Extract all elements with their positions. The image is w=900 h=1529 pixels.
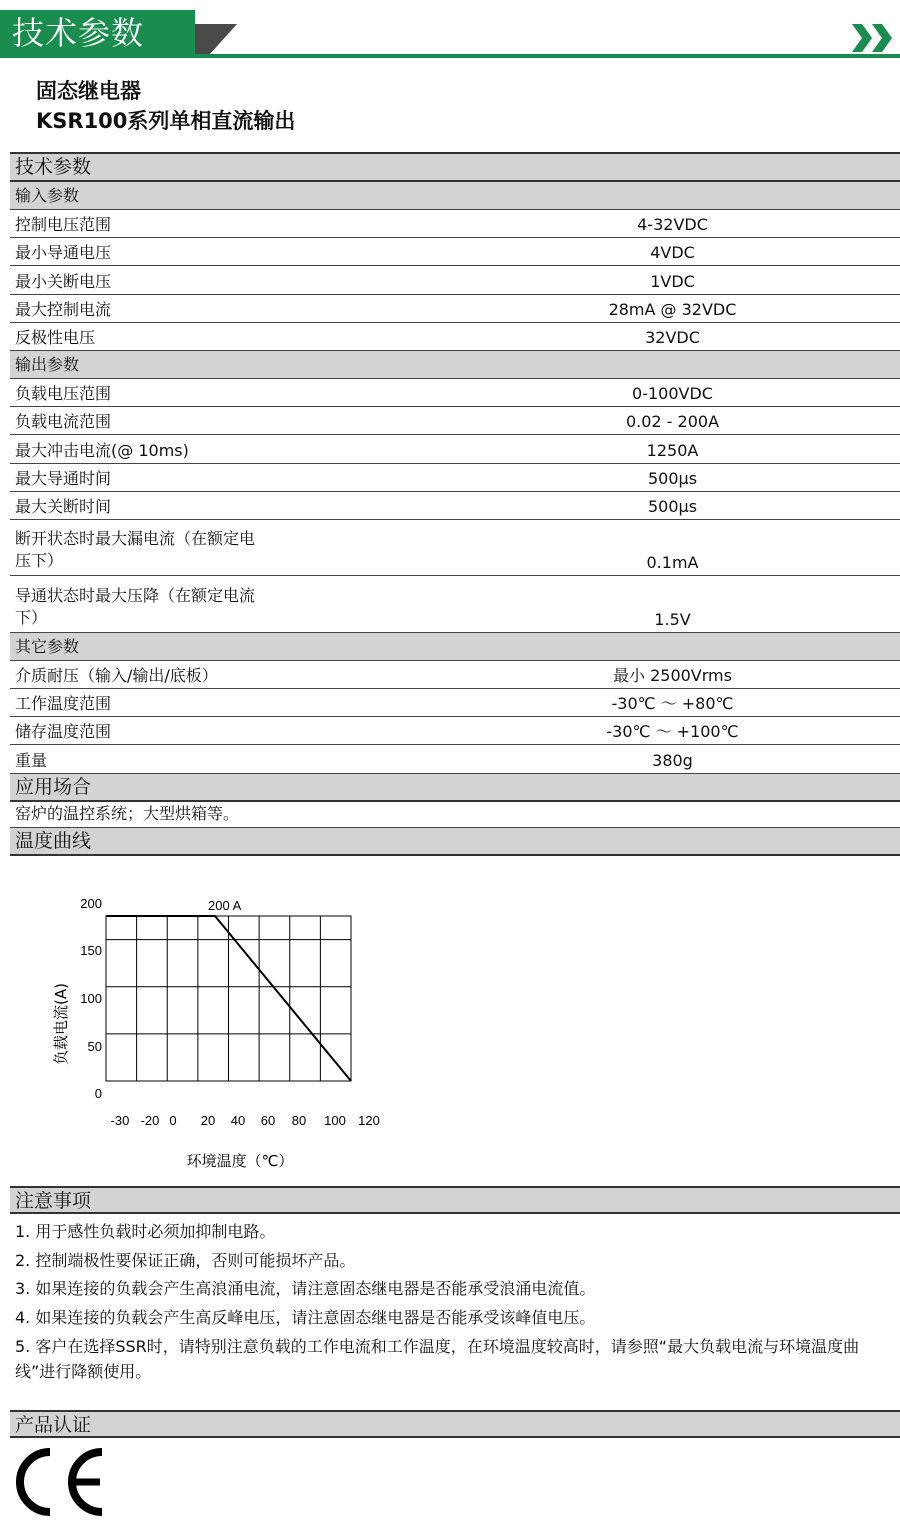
param-value: 500µs [647,468,698,488]
table-row [10,661,900,689]
y-tick-label: 200 [80,896,102,911]
table-row [10,745,900,773]
table-row [10,323,900,351]
group-header-input: 输入参数 [10,182,900,210]
product-series: KSR100系列单相直流输出 [36,109,296,133]
param-label: 控制电压范围 [15,215,112,235]
param-value: 32VDC [645,327,700,347]
list-item: 4. 如果连接的负载会产生高反峰电压，请注意固态继电器是否能承受该峰值电压。 [15,1307,596,1327]
param-label: 工作温度范围 [15,694,112,714]
chart-grid [106,916,351,1081]
param-value: 0-100VDC [632,384,713,404]
list-item: 5. 客户在选择SSR时，请特别注意负载的工作电流和工作温度，在环境温度较高时，请参照“最大负载电流与环境温度曲线”进行降额使用。 [15,1337,860,1381]
x-tick-label: -30 [110,1113,130,1128]
double-chevron-right-icon [850,20,896,56]
param-label: 重量 [15,750,48,770]
x-tick-label: 0 [169,1113,177,1128]
section-header-certification: 产品认证 [10,1410,900,1438]
table-row [10,407,900,435]
x-tick-label: 20 [200,1113,216,1128]
y-tick-label: 0 [94,1086,102,1101]
list-item: 1. 用于感性负载时必须加抑制电路。 [15,1222,276,1241]
certification-section [10,1410,900,1438]
y-tick-label: 50 [87,1039,102,1054]
table-row [10,576,900,633]
table-row [10,464,900,492]
param-label: 最小导通电压 [15,243,112,263]
table-row [10,238,900,266]
table-row [10,210,900,238]
param-label: 反极性电压 [15,327,96,347]
param-label: 导通状态时最大压降（在额定电流下） [15,585,256,627]
y-axis-label: 负载电流(A) [52,983,70,1065]
param-value: 500µs [647,496,698,516]
section-header-notes: 注意事项 [10,1186,900,1214]
table-row [10,379,900,407]
spec-table [10,152,900,856]
param-label: 最大冲击电流(@ 10ms) [15,440,189,460]
param-value: 0.02 - 200A [625,412,720,432]
param-value: -30℃ ～ +80℃ [611,694,734,714]
x-tick-label: 40 [230,1113,246,1128]
param-value: 1.5V [654,609,691,629]
param-value: 4-32VDC [637,215,708,235]
param-value: 1250A [646,440,699,460]
table-row [10,717,900,745]
param-value: 4VDC [650,243,695,263]
table-row [10,295,900,323]
table-row [10,520,900,577]
param-value: 380g [652,750,693,770]
param-label: 最大控制电流 [15,299,112,319]
param-value: 最小 2500Vrms [613,666,732,686]
table-row [10,435,900,463]
notes-section [10,1186,900,1384]
group-header-output: 输出参数 [10,351,900,379]
table-row [10,689,900,717]
param-value: -30℃ ～ +100℃ [606,722,739,742]
x-tick-label: -20 [140,1113,160,1128]
param-label: 最小关断电压 [15,271,112,291]
group-header-other: 其它参数 [10,633,900,661]
section-header-spec: 技术参数 [10,154,900,182]
param-value: 0.1mA [646,553,699,573]
notes-list [10,1214,900,1384]
param-label: 断开状态时最大漏电流（在额定电压下） [15,529,256,571]
x-tick-label: 80 [291,1113,307,1128]
x-tick-label: 120 [358,1113,380,1128]
product-type: 固态继电器 [36,79,141,103]
param-label: 储存温度范围 [15,722,112,742]
x-tick-label: 60 [260,1113,276,1128]
derating-chart [40,888,400,1178]
list-item: 3. 如果连接的负载会产生高浪涌电流，请注意固态继电器是否能承受浪涌电流值。 [15,1279,596,1298]
x-tick-label: 100 [324,1113,346,1128]
section-header-application: 应用场合 [10,774,900,802]
application-text: 窑炉的温控系统；大型烘箱等。 [10,802,900,828]
list-item: 2. 控制端极性要保证正确，否则可能损坏产品。 [15,1250,356,1270]
chart-annotation: 200 A [208,898,242,913]
param-label: 最大关断时间 [15,496,112,516]
param-label: 最大导通时间 [15,468,112,488]
x-axis-label: 环境温度（℃） [186,1152,294,1170]
param-label: 介质耐压（输入/输出/底板） [15,666,218,686]
param-label: 负载电压范围 [15,384,112,404]
table-row [10,266,900,294]
param-label: 负载电流范围 [15,412,112,432]
y-tick-label: 100 [80,991,102,1006]
y-tick-label: 150 [80,943,102,958]
param-value: 1VDC [650,271,695,291]
product-heading [36,76,295,136]
ce-mark-logo [16,1446,108,1518]
table-row [10,492,900,520]
section-header-curve: 温度曲线 [10,828,900,856]
banner-title: 技术参数 [12,14,145,52]
header-banner [0,0,900,62]
param-value: 28mA @ 32VDC [608,299,737,319]
